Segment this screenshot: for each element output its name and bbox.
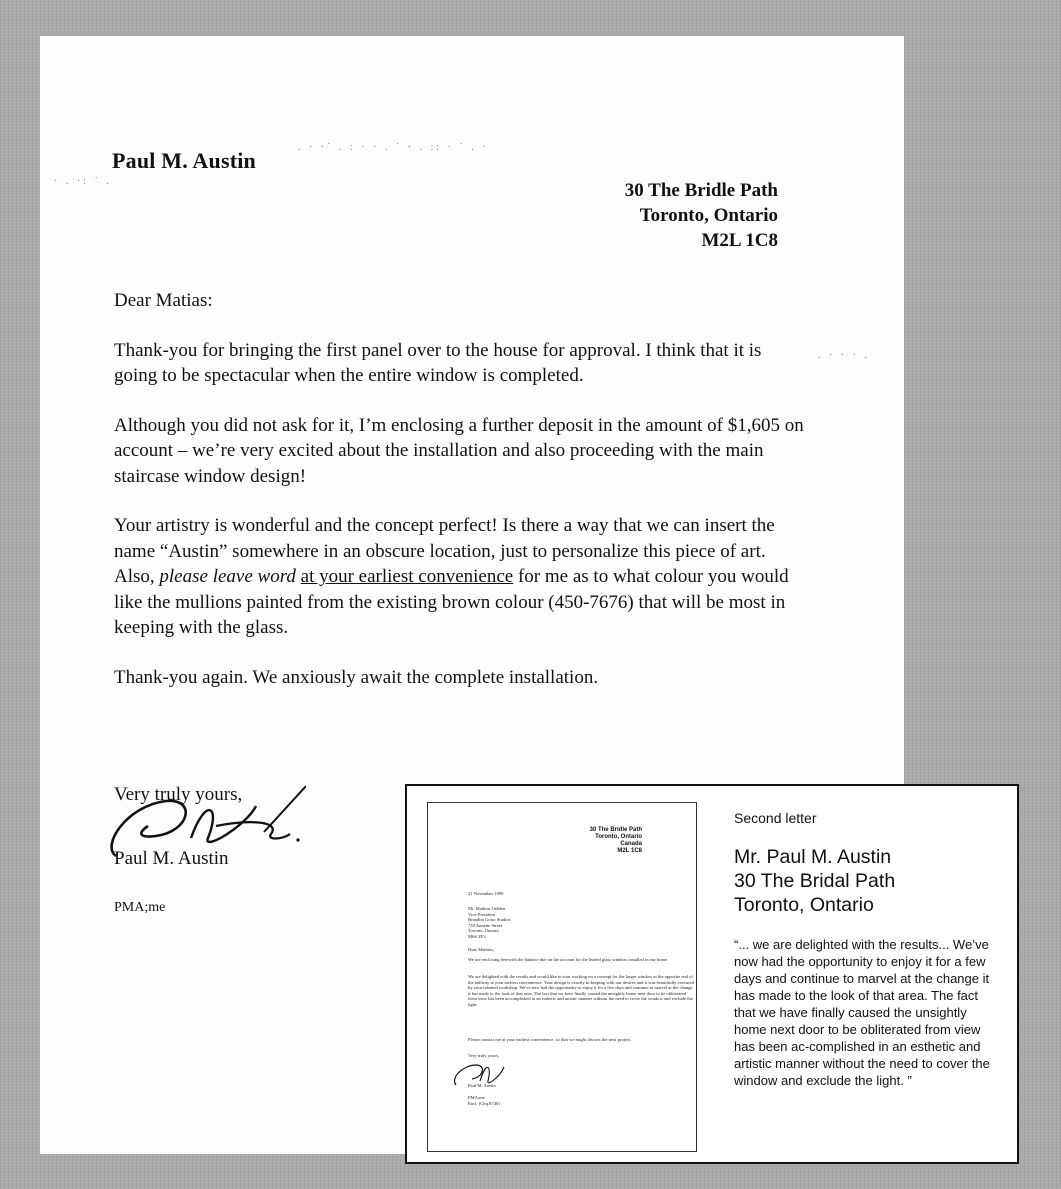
inset-sender-line: Toronto, Ontario [734,894,874,916]
mini-initials [468,1095,696,1106]
mini-initials-line: Encl. (Chq.8740) [468,1100,500,1106]
mini-date: 21 November 1999 [468,891,504,896]
mini-paragraph-3: Please contact me at your earliest convenience, so that we might discuss the next project. [468,1037,632,1042]
sender-address [625,178,778,253]
mini-recipient-line: 739 Annette Street [468,922,503,928]
underlined-phrase: at your earliest convenience [300,566,514,587]
inset-sender [734,845,895,917]
inset-label: Second letter [734,810,817,826]
inset-sender-line: 30 The Bridal Path [734,870,896,892]
typist-initials: PMA;me [114,900,166,915]
paragraph-3 [114,513,804,641]
mini-recipient-line: Mr. Mathias Oeldert [468,906,506,911]
closing: Very truly yours, [114,784,243,805]
mini-initials-line: PMA;me [468,1095,485,1100]
paragraph-3-text: Your artistry is wonderful and the concept perfect! Is there a way that we can insert the name “Austin” somewhere in an obscure location, just to personalize this piece of art. Also, [114,515,775,587]
mini-paragraph-1: We are enclosing herewith the balance due on the account for the leaded glass window installed in our home. [468,957,669,962]
mini-address [590,827,642,855]
paragraph-4: Thank-you again. We anxiously await the complete installation. [114,666,599,688]
mini-address-line: 30 The Bridle Path [589,827,642,833]
mini-address-line: M2L 1C8 [617,848,642,854]
scan-noise: . · ·˙ . : · · . ˙ · . :: · ˙ . · [298,142,489,153]
mini-address-line: Toronto, Ontario [595,834,642,840]
paragraph-1: Thank-you for bringing the first panel over to the house for approval. I think that it is going to be spectacular when the entire window is completed. [114,339,762,386]
address-line: 30 The Bridle Path [624,180,778,201]
second-letter-thumbnail [427,802,697,1152]
signer-name: Paul M. Austin [114,848,229,869]
inset-quote: “... we are delighted with the results... We’ve now had the opportunity to enjoy it for a few days and continue to marvel at the change it has made to the look of that area. The fact that we have finally caused the unsightly home next door to be obliterated from view has been ac-complished in an esthetic and artistic manner without the need to cover the window and exclude the light. ” [734,937,990,1088]
mini-paragraph-2: We are delighted with the results and would like to start working on a concept for the larger window at the opposite end of the hallway at your earliest convenience. Your design is exactly in keeping with our desires and it was beautifully executed by your talented workshop. We've now had the opportunity to enjoy it for a few days and continue to marvel at the change it has made to the look of that area. The fact that we have finally caused the unsightly home next door to be obliterated from view has been accomplished in an esthetic and artistic manner without the need to cover the window and exclude the light. [468,974,694,1007]
scan-noise: . · · · . [818,350,870,361]
mini-salutation: Dear Mathias, [468,947,495,952]
mini-recipient-line: Vice-President [468,911,496,917]
letterhead-name: Paul M. Austin [112,148,256,173]
letter-body [114,288,804,714]
italic-phrase: please leave word [159,566,296,587]
mini-recipient-line: M6S 2E3 [468,933,486,939]
address-line: Toronto, Ontario [639,205,778,226]
paragraph-2: Although you did not ask for it, I’m enclosing a further deposit in the amount of $1,605 on account – we’re very excited about the installation and also proceeding with the main staircase window design! [114,414,804,487]
inset-panel [405,784,1019,1164]
scan-noise: · . ·: ˙ . [54,176,112,187]
mini-address-line: Canada [620,841,642,847]
paragraph-3-rest: for me as to what colour you would like the mullions painted from the existing brown colour (450-7676) that will be most in keeping with the glass. [114,566,789,638]
mini-recipient [468,906,696,940]
inset-sender-line: Mr. Paul M. Austin [734,846,892,868]
mini-recipient-line: Toronto, Ontario [468,928,499,934]
mini-recipient-line: Brandon Gotro Studios [468,917,511,923]
mini-signer: Paul M. Austin [468,1083,496,1088]
address-line: M2L 1C8 [701,230,778,251]
mini-closing: Very truly yours, [468,1053,500,1058]
salutation: Dear Matias: [114,290,213,311]
